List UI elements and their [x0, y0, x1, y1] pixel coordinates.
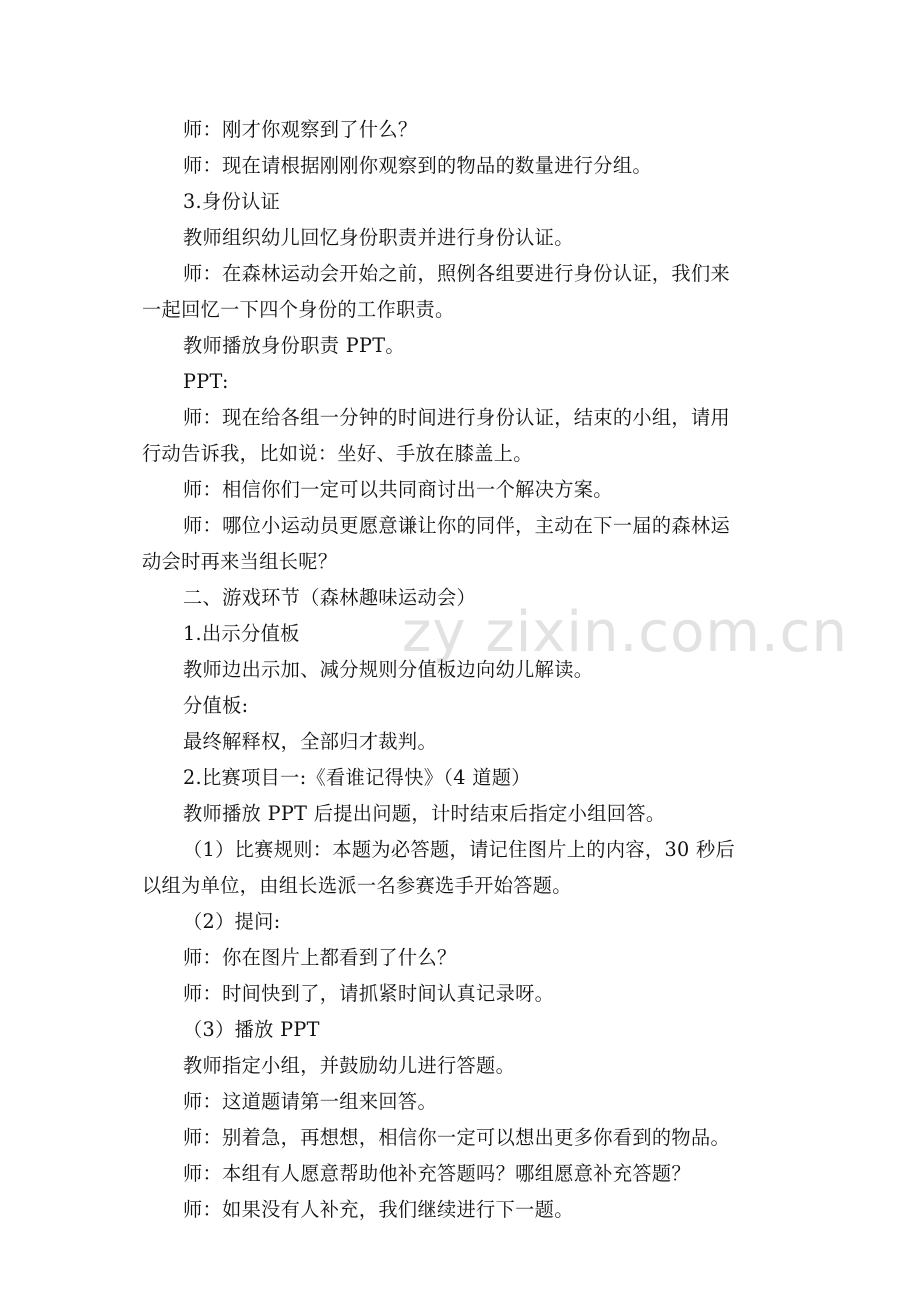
- document-body: [142, 112, 788, 1228]
- paragraph-line: 教师边出示加、减分规则分值板边向幼儿解读。: [183, 658, 594, 681]
- paragraph-line-continued: 动会时再来当组长呢？: [142, 550, 338, 573]
- paragraph-line: PPT:: [183, 370, 229, 393]
- paragraph-line: 师：本组有人愿意帮助他补充答题吗？哪组愿意补充答题？: [183, 1162, 691, 1185]
- paragraph-line: 师：这道题请第一组来回答。: [183, 1090, 437, 1113]
- paragraph-line: （3）播放 PPT: [183, 1018, 320, 1041]
- paragraph-line-continued: 行动告诉我，比如说：坐好、手放在膝盖上。: [142, 442, 533, 465]
- paragraph-line: 教师指定小组，并鼓励幼儿进行答题。: [183, 1054, 516, 1077]
- section-heading: 二、游戏环节（森林趣味运动会）: [183, 586, 477, 609]
- paragraph-line: 师：如果没有人补充，我们继续进行下一题。: [183, 1198, 574, 1221]
- paragraph-line: 教师组织幼儿回忆身份职责并进行身份认证。: [183, 226, 574, 249]
- paragraph-line: 分值板:: [183, 694, 249, 717]
- paragraph-line: 最终解释权，全部归才裁判。: [183, 730, 437, 753]
- paragraph-line: （1）比赛规则：本题为必答题，请记住图片上的内容，30 秒后: [183, 838, 736, 861]
- paragraph-line: 教师播放 PPT 后提出问题，计时结束后指定小组回答。: [183, 802, 666, 825]
- paragraph-line: 师：刚才你观察到了什么？: [183, 118, 418, 141]
- section-heading: 3.身份认证: [183, 190, 281, 213]
- paragraph-line: 教师播放身份职责 PPT。: [183, 334, 405, 357]
- watermark: zy zixin.com.cn: [402, 600, 848, 665]
- paragraph-line: 师：哪位小运动员更愿意谦让你的同伴，主动在下一届的森林运: [183, 514, 731, 537]
- section-heading: 1.出示分值板: [183, 622, 300, 645]
- paragraph-line: （2）提问:: [183, 910, 281, 933]
- paragraph-line: 师：时间快到了，请抓紧时间认真记录呀。: [183, 982, 555, 1005]
- paragraph-line: 师：现在给各组一分钟的时间进行身份认证，结束的小组，请用: [183, 406, 731, 429]
- section-heading: 2.比赛项目一:《看谁记得快》（4 道题）: [183, 766, 531, 789]
- paragraph-line: 师：相信你们一定可以共同商讨出一个解决方案。: [183, 478, 613, 501]
- paragraph-line: 师：别着急，再想想，相信你一定可以想出更多你看到的物品。: [183, 1126, 731, 1149]
- paragraph-line: 师：在森林运动会开始之前，照例各组要进行身份认证，我们来: [183, 262, 731, 285]
- paragraph-line: 师：你在图片上都看到了什么？: [183, 946, 457, 969]
- paragraph-line: 师：现在请根据刚刚你观察到的物品的数量进行分组。: [183, 154, 652, 177]
- paragraph-line-continued: 一起回忆一下四个身份的工作职责。: [142, 298, 455, 321]
- paragraph-line-continued: 以组为单位，由组长选派一名参赛选手开始答题。: [142, 874, 572, 897]
